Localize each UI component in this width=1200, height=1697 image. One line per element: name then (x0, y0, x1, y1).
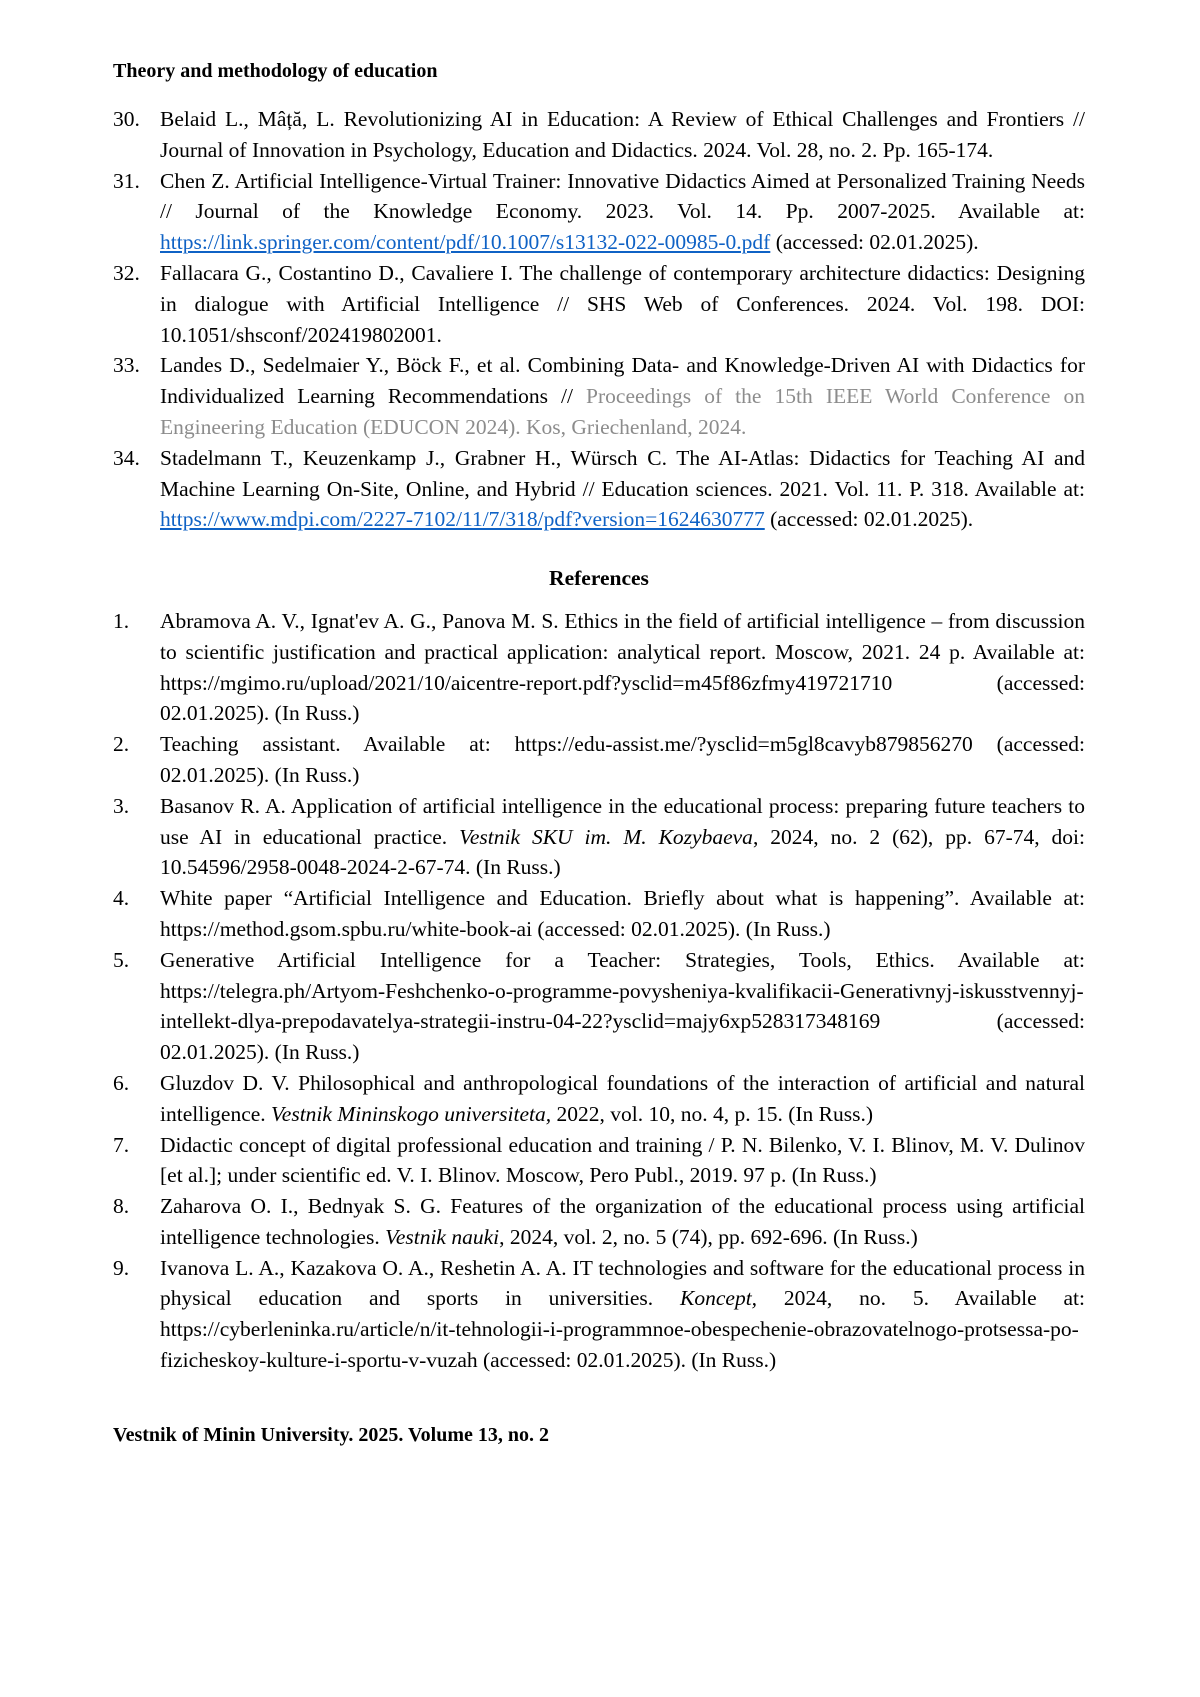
reference-number: 33. (113, 353, 140, 378)
reference-item (113, 1130, 1085, 1192)
reference-item (113, 791, 1085, 883)
reference-text (160, 886, 1085, 941)
reference-item (113, 166, 1085, 258)
reference-segment-normal: Chen Z. Artificial Intelligence-Virtual Trainer: Innovative Didactics Aimed at Personalized Training Needs // Journal of the Knowledge Economy. 2023. Vol. 14. Pp. 2007-2025. Available at: (160, 168, 1085, 224)
reference-segment-normal: Fallacara G., Costantino D., Cavaliere I. The challenge of contemporary architecture didactics: Designing in dialogue with Artificial Intelligence // SHS Web of Conferences. 2024. Vol. 198. DOI: 10.1051/shsconf/202419802001. (160, 260, 1085, 347)
reference-text (160, 1133, 1085, 1188)
reference-segment-normal: 2024, no. 5. Available at: https://cyberleninka.ru/article/n/it-tehnologii-i-programmnoe-obespechenie-obrazovatelnogo-protsessa-po-fizicheskoy-kulture-i-sportu-v-vuzah (accessed: 02.01.2025). (In Russ.) (160, 1286, 1085, 1373)
reference-item (113, 104, 1085, 166)
reference-number: 2. (113, 732, 130, 757)
references-list (113, 606, 1085, 1376)
reference-segment-italic: Vestnik nauki (385, 1224, 500, 1249)
reference-segment-normal: Gluzdov D. V. Philosophical and anthropological foundations of the interaction of artificial and natural intelligence. (160, 1070, 1085, 1126)
reference-item (113, 1068, 1085, 1130)
reference-link[interactable]: https://link.springer.com/content/pdf/10.1007/s13132-022-00985-0.pdf (160, 230, 771, 255)
reference-number: 1. (113, 608, 130, 633)
reference-number: 5. (113, 947, 130, 972)
reference-segment-normal: 2022, vol. 10, no. 4, p. 15. (In Russ.) (551, 1101, 873, 1126)
reference-segment-normal: Zaharova O. I., Bednyak S. G. Features of the organization of the educational process using artificial intelligence technologies. (160, 1194, 1085, 1249)
reference-segment-normal: White paper “Artificial Intelligence and Education. Briefly about what is happening”. Available at: https://method.gsom.spbu.ru/white-book-ai (accessed: 02.01.2025). (In Russ.) (160, 886, 1085, 941)
reference-segment-italic: Vestnik Mininskogo universiteta, (271, 1101, 552, 1126)
reference-number: 30. (113, 107, 140, 131)
reference-segment-normal: Landes D., Sedelmaier Y., Böck F., et al. Combining Data- and Knowledge-Driven AI with Didactics for Individualized Learning Recommendations // (160, 353, 1085, 409)
reference-text (160, 1194, 1085, 1249)
reference-segment-gray: Proceedings of the 15th IEEE World Conference on Engineering Education (EDUCON 2024). Kos, Griechenland, 2024. (160, 384, 1085, 439)
reference-segment-normal: Generative Artificial Intelligence for a Teacher: Strategies, Tools, Ethics. Available at: https://telegra.ph/Artyom-Feshchenko-o-programme-povysheniya-kvalifikacii-Generativnyj-iskusstvennyj-intellekt-dlya-prepodavatelya-strategii-instru-04-22?ysclid=majy6xp528317348169 (accessed: 02.01.2025). (In Russ.) (160, 947, 1085, 1065)
journal-footer: Vestnik of Minin University. 2025. Volume 13, no. 2 (113, 1423, 549, 1446)
reference-text (160, 1071, 1085, 1126)
reference-text (160, 609, 1085, 725)
reference-item (113, 883, 1085, 945)
reference-item (113, 1191, 1085, 1253)
reference-text (160, 107, 1085, 162)
reference-item (113, 350, 1085, 442)
reference-text (160, 1256, 1085, 1372)
reference-segment-normal: Basanov R. A. Application of artificial intelligence in the educational process: preparing future teachers to use AI in educational practice. (160, 793, 1085, 849)
reference-segment-normal: (accessed: 02.01.2025). (770, 230, 979, 255)
reference-number: 32. (113, 260, 140, 285)
reference-text (160, 169, 1085, 255)
reference-segment-normal: Ivanova L. A., Kazakova O. A., Reshetin A. A. IT technologies and software for the educational process in physical education and sports in universities. (160, 1255, 1085, 1311)
reference-segment-italic: Vestnik SKU im. M. Kozybaeva (459, 824, 753, 849)
reference-number: 9. (113, 1255, 130, 1280)
reference-number: 3. (113, 793, 130, 818)
reference-number: 7. (113, 1132, 130, 1157)
reference-text (160, 446, 1085, 532)
reference-segment-normal: Stadelmann T., Keuzenkamp J., Grabner H., Würsch C. The AI-Atlas: Didactics for Teaching AI and Machine Learning On-Site, Online, and Hybrid // Education sciences. 2021. Vol. 11. P. 318. Available at: (160, 445, 1085, 501)
reference-segment-italic: Koncept, (680, 1286, 758, 1311)
bibliography-list-continued (113, 104, 1085, 535)
reference-segment-normal: , 2024, vol. 2, no. 5 (74), pp. 692-696. (In Russ.) (499, 1224, 918, 1249)
reference-number: 4. (113, 886, 130, 911)
reference-item (113, 1253, 1085, 1376)
reference-link[interactable]: https://www.mdpi.com/2227-7102/11/7/318/pdf?version=1624630777 (160, 507, 765, 532)
reference-segment-normal: Abramova A. V., Ignat'ev A. G., Panova M. S. Ethics in the field of artificial intelligence – from discussion to scientific justification and practical application: analytical report. Moscow, 2021. 24 p. Available at: https://mgimo.ru/upload/2021/10/aicentre-report.pdf?ysclid=m45f86zfmy419721710 (accessed: 02.01.2025). (In Russ.) (160, 608, 1085, 726)
reference-item (113, 258, 1085, 350)
reference-text (160, 732, 1085, 787)
reference-item (113, 443, 1085, 535)
reference-item (113, 606, 1085, 729)
reference-text (160, 353, 1085, 439)
reference-segment-normal: (accessed: 02.01.2025). (764, 507, 974, 532)
reference-number: 31. (113, 168, 140, 193)
reference-number: 8. (113, 1194, 130, 1219)
reference-segment-normal: Belaid L., Mâță, L. Revolutionizing AI in Education: A Review of Ethical Challenges and Frontiers // Journal of Innovation in Psychology, Education and Didactics. 2024. Vol. 28, no. 2. Pp. 165-174. (160, 107, 1085, 162)
reference-text (160, 261, 1085, 347)
reference-text (160, 794, 1085, 880)
reference-text (160, 948, 1085, 1064)
reference-number: 34. (113, 445, 140, 470)
running-header: Theory and methodology of education (113, 60, 438, 82)
reference-segment-normal: , 2024, no. 2 (62), pp. 67-74, doi: 10.54596/2958-0048-2024-2-67-74. (In Russ.) (160, 824, 1085, 880)
reference-segment-normal: Didactic concept of digital professional education and training / P. N. Bilenko, V. I. Blinov, M. V. Dulinov [et al.]; under scientific ed. V. I. Blinov. Moscow, Pero Publ., 2019. 97 p. (In Russ.) (160, 1132, 1085, 1188)
references-heading: References (549, 566, 649, 591)
reference-segment-normal: Teaching assistant. Available at: https://edu-assist.me/?ysclid=m5gl8cavyb879856270 (accessed: 02.01.2025). (In Russ.) (160, 732, 1085, 787)
reference-number: 6. (113, 1070, 130, 1095)
reference-item (113, 945, 1085, 1068)
reference-item (113, 729, 1085, 791)
